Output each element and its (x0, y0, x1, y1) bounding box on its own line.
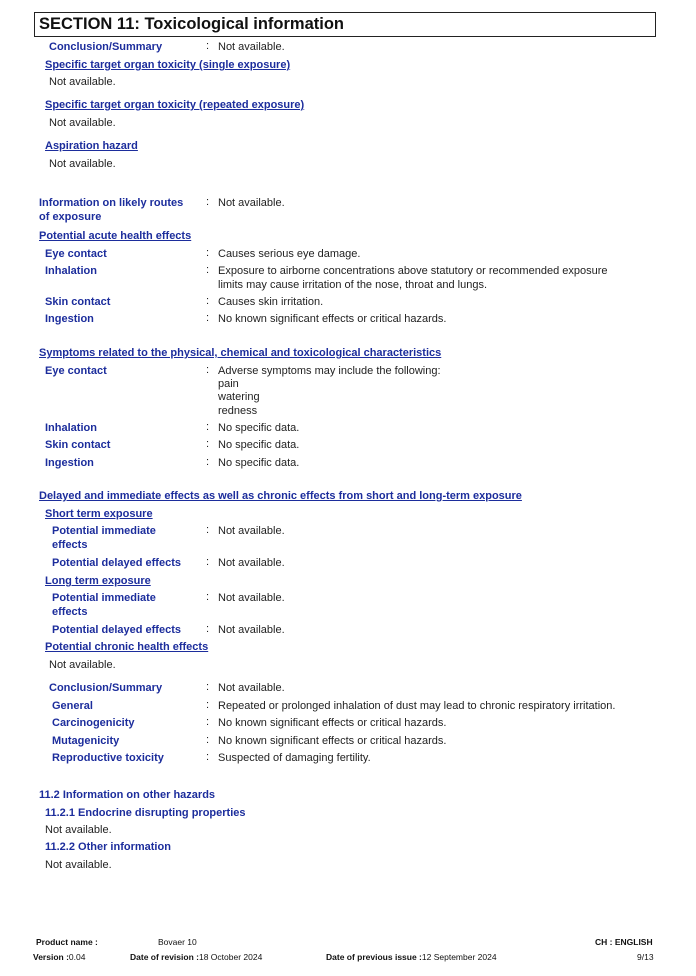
summary-conclusion-value: Not available. (218, 682, 285, 694)
footer-page-number: 9/13 (637, 952, 654, 962)
colon: : (206, 751, 210, 763)
colon: : (206, 264, 210, 276)
colon: : (206, 524, 210, 536)
symptoms-skin-value: No specific data. (218, 439, 300, 451)
mutagenicity-label: Mutagenicity (52, 735, 120, 747)
delayed-heading: Delayed and immediate effects as well as chronic effects from short and long-term exposure (39, 490, 522, 502)
colon: : (206, 591, 210, 603)
general-value: Repeated or prolonged inhalation of dust may lead to chronic respiratory irritation. (218, 700, 616, 712)
symptoms-skin-label: Skin contact (45, 439, 111, 451)
colon: : (206, 623, 210, 635)
reproductive-value: Suspected of damaging fertility. (218, 752, 371, 764)
summary-conclusion-label: Conclusion/Summary (49, 682, 163, 694)
colon: : (206, 364, 210, 376)
colon: : (206, 438, 210, 450)
short-immediate-label-line2: effects (52, 539, 88, 551)
long-delayed-value: Not available. (218, 624, 285, 636)
symptoms-eye-value: Adverse symptoms may include the following: (218, 365, 441, 377)
endocrine-value: Not available. (45, 824, 112, 836)
colon: : (206, 716, 210, 728)
symptoms-heading: Symptoms related to the physical, chemical and toxicological characteristics (39, 347, 442, 359)
carcinogenicity-label: Carcinogenicity (52, 717, 135, 729)
footer-version: Version :0.04 (33, 952, 86, 962)
colon: : (206, 681, 210, 693)
stot-single-heading: Specific target organ toxicity (single exposure) (45, 59, 291, 71)
long-delayed-label: Potential delayed effects (52, 624, 181, 636)
footer-language: CH : ENGLISH (595, 937, 653, 947)
acute-eye-label: Eye contact (45, 248, 107, 260)
stot-repeated-value: Not available. (49, 117, 116, 129)
aspiration-value: Not available. (49, 158, 116, 170)
stot-single-value: Not available. (49, 76, 116, 88)
short-delayed-label: Potential delayed effects (52, 557, 181, 569)
colon: : (206, 734, 210, 746)
mutagenicity-value: No known significant effects or critical hazards. (218, 735, 447, 747)
long-immediate-label-line1: Potential immediate (52, 592, 156, 604)
acute-inhalation-label: Inhalation (45, 265, 97, 277)
acute-ingestion-value: No known significant effects or critical hazards. (218, 313, 447, 325)
general-label: General (52, 700, 93, 712)
symptoms-eye-label: Eye contact (45, 365, 107, 377)
symptoms-inhalation-value: No specific data. (218, 422, 300, 434)
section-title: SECTION 11: Toxicological information (39, 15, 344, 33)
reproductive-label: Reproductive toxicity (52, 752, 164, 764)
symptom-item-pain: pain (218, 378, 239, 390)
footer-previous-issue: Date of previous issue :12 September 2024 (326, 952, 497, 962)
routes-label-line2: of exposure (39, 211, 102, 223)
routes-value: Not available. (218, 197, 285, 209)
acute-eye-value: Causes serious eye damage. (218, 248, 361, 260)
short-immediate-label-line1: Potential immediate (52, 525, 156, 537)
short-term-heading: Short term exposure (45, 508, 153, 520)
acute-skin-value: Causes skin irritation. (218, 296, 324, 308)
colon: : (206, 556, 210, 568)
colon: : (206, 312, 210, 324)
other-info-heading: 11.2.2 Other information (45, 841, 171, 853)
acute-skin-label: Skin contact (45, 296, 111, 308)
endocrine-heading: 11.2.1 Endocrine disrupting properties (45, 807, 246, 819)
colon: : (206, 699, 210, 711)
routes-label-line1: Information on likely routes (39, 197, 184, 209)
colon: : (206, 421, 210, 433)
other-hazards-heading: 11.2 Information on other hazards (39, 789, 216, 801)
long-term-heading: Long term exposure (45, 575, 151, 587)
symptom-item-watering: watering (218, 391, 260, 403)
symptom-item-redness: redness (218, 405, 258, 417)
carcinogenicity-value: No known significant effects or critical hazards. (218, 717, 447, 729)
long-immediate-label-line2: effects (52, 606, 88, 618)
colon: : (206, 196, 210, 208)
acute-heading: Potential acute health effects (39, 230, 192, 242)
footer-product-value: Bovaer 10 (158, 937, 197, 947)
section-header (34, 12, 656, 37)
acute-inhalation-value-line1: Exposure to airborne concentrations above statutory or recommended exposure (218, 265, 608, 277)
chronic-value: Not available. (49, 659, 116, 671)
conclusion-label: Conclusion/Summary (49, 41, 163, 53)
other-info-value: Not available. (45, 859, 112, 871)
conclusion-value: Not available. (218, 41, 285, 53)
aspiration-heading: Aspiration hazard (45, 140, 138, 152)
acute-ingestion-label: Ingestion (45, 313, 94, 325)
long-immediate-value: Not available. (218, 592, 285, 604)
symptoms-ingestion-label: Ingestion (45, 457, 94, 469)
symptoms-ingestion-value: No specific data. (218, 457, 300, 469)
short-immediate-value: Not available. (218, 525, 285, 537)
short-delayed-value: Not available. (218, 557, 285, 569)
acute-inhalation-value-line2: limits may cause irritation of the nose, throat and lungs. (218, 279, 488, 291)
colon: : (206, 456, 210, 468)
footer-revision: Date of revision :18 October 2024 (130, 952, 263, 962)
colon: : (206, 40, 210, 52)
footer-product-label: Product name : (36, 937, 98, 947)
stot-repeated-heading: Specific target organ toxicity (repeated exposure) (45, 99, 305, 111)
colon: : (206, 247, 210, 259)
colon: : (206, 295, 210, 307)
symptoms-inhalation-label: Inhalation (45, 422, 97, 434)
chronic-heading: Potential chronic health effects (45, 641, 209, 653)
